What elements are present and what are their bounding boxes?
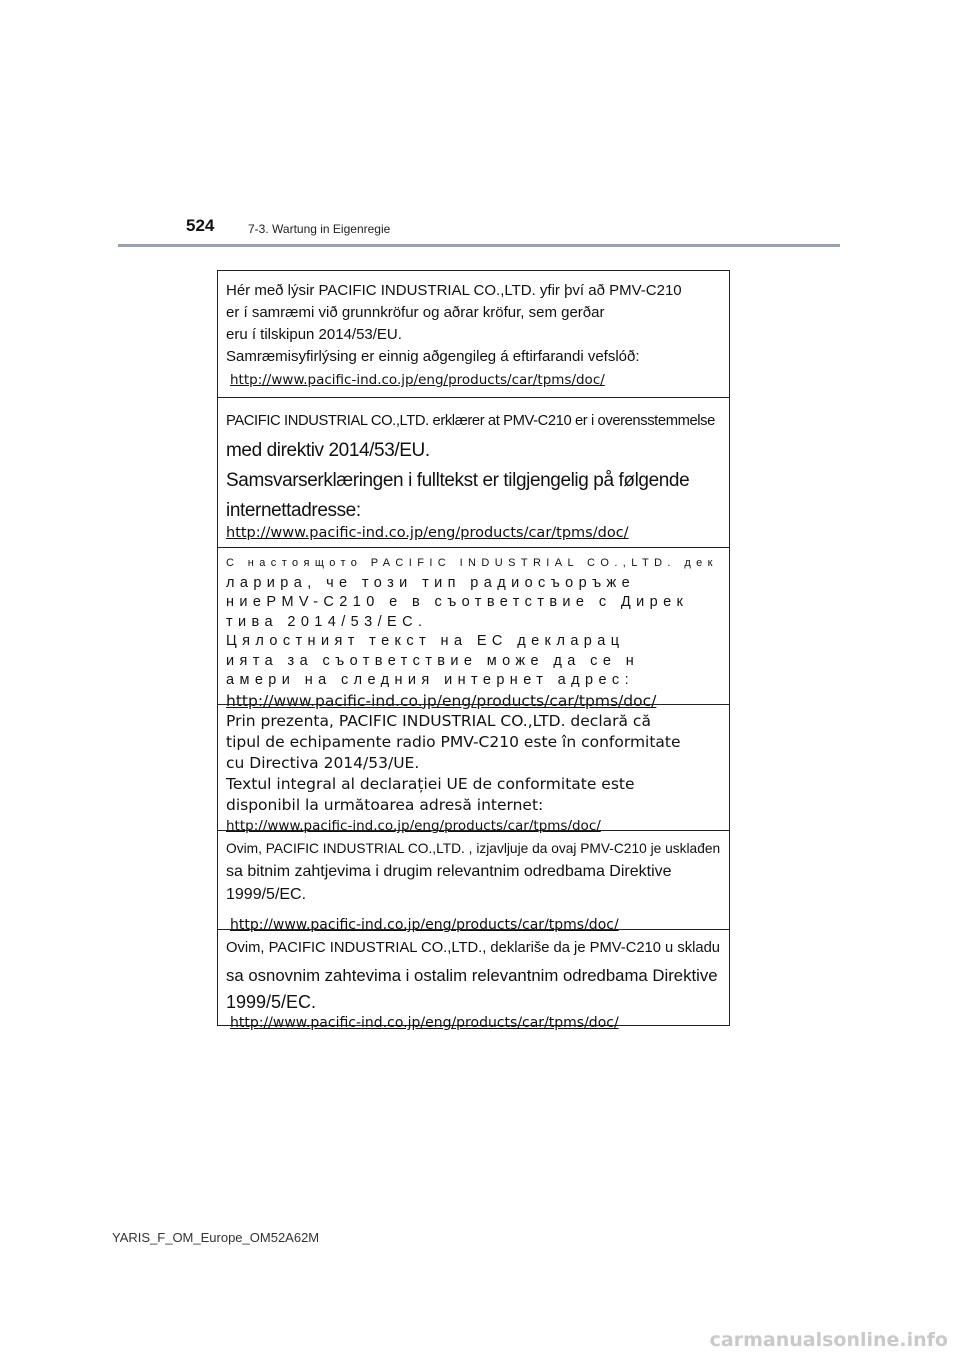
header-rule: [118, 244, 840, 247]
declaration-url[interactable]: http://www.pacific-ind.co.jp/eng/products/car/tpms/doc/: [226, 691, 657, 710]
declaration-line: internettadresse:: [226, 500, 361, 521]
declaration-line: cu Directiva 2014/53/UE.: [226, 754, 420, 772]
declaration-romanian: [218, 704, 729, 834]
document-code: YARIS_F_OM_Europe_OM52A62M: [112, 1230, 320, 1245]
declaration-url[interactable]: http://www.pacific-ind.co.jp/eng/products/car/tpms/doc/: [226, 818, 601, 834]
declaration-line: Samsvarserklæringen i fulltekst er tilgjengelig på følgende: [226, 470, 690, 491]
declaration-line: Prin prezenta, PACIFIC INDUSTRIAL CO.,LTD. declară că: [226, 712, 651, 730]
declaration-serbian: [218, 929, 729, 1031]
declaration-line: Ovim, PACIFIC INDUSTRIAL CO.,LTD. , izjavljuje da ovaj PMV-C210 je usklađen: [226, 841, 721, 856]
declaration-croatian: [218, 830, 729, 933]
section-title: 7-3. Wartung in Eigenregie: [248, 222, 391, 236]
declaration-line: Цялостният текст на ЕС декларац: [226, 633, 625, 649]
declaration-line: амери на следния интернет адрес:: [226, 672, 634, 688]
declaration-line: Ovim, PACIFIC INDUSTRIAL CO.,LTD., deklariše da je PMV-C210 u skladu: [226, 940, 720, 956]
declaration-bulgarian: [218, 547, 729, 710]
declaration-line: тива 2014/53/ЕС.: [226, 613, 428, 630]
declaration-line: ниеPMV-C210 е в съответствие с Дирек: [226, 594, 689, 610]
declaration-line: eru í tilskipun 2014/53/EU.: [226, 326, 402, 343]
declaration-line: tipul de echipamente radio PMV-C210 este în conformitate: [226, 733, 681, 751]
declaration-line: disponibil la următoarea adresă internet:: [226, 796, 544, 814]
declaration-line: ларира, че този тип радиосъоръже: [226, 574, 636, 591]
declaration-line: PACIFIC INDUSTRIAL CO.,LTD. erklærer at PMV-C210 er i overensstemmelse: [226, 413, 715, 429]
declaration-line: sa osnovnim zahtevima i ostalim relevantnim odredbama Direktive: [226, 966, 718, 985]
declaration-line: С настоящото PACIFIC INDUSTRIAL CO.,LTD. дек: [226, 557, 718, 569]
declaration-line: er í samræmi við grunnkröfur og aðrar kröfur, sem gerðar: [226, 304, 605, 321]
declaration-url[interactable]: http://www.pacific-ind.co.jp/eng/products/car/tpms/doc/: [230, 917, 619, 933]
declaration-url[interactable]: http://www.pacific-ind.co.jp/eng/products/car/tpms/doc/: [230, 372, 605, 388]
declaration-url[interactable]: http://www.pacific-ind.co.jp/eng/products/car/tpms/doc/: [226, 525, 629, 541]
declaration-line: Hér með lýsir PACIFIC INDUSTRIAL CO.,LTD. yfir því að PMV-C210: [226, 282, 682, 299]
declaration-line: Textul integral al declarației UE de conformitate este: [226, 775, 635, 793]
declaration-line: 1999/5/EC.: [226, 886, 307, 903]
declaration-norwegian: [218, 397, 729, 547]
declaration-line: sa bitnim zahtjevima i drugim relevantnim odredbama Direktive: [226, 863, 672, 880]
declaration-url[interactable]: http://www.pacific-ind.co.jp/eng/products/car/tpms/doc/: [230, 1015, 619, 1031]
page-number: 524: [186, 216, 215, 235]
watermark: carmanualsonline.info: [709, 1329, 948, 1351]
declaration-line: 1999/5/EC.: [226, 992, 317, 1012]
declaration-line: med direktiv 2014/53/EU.: [226, 440, 430, 461]
declaration-icelandic: [218, 271, 729, 397]
declarations-box: [217, 270, 730, 1031]
declaration-line: ията за съответствие може да се н: [226, 652, 640, 669]
declaration-line: Samræmisyfirlýsing er einnig aðgengileg á eftirfarandi vefslóð:: [226, 348, 640, 365]
